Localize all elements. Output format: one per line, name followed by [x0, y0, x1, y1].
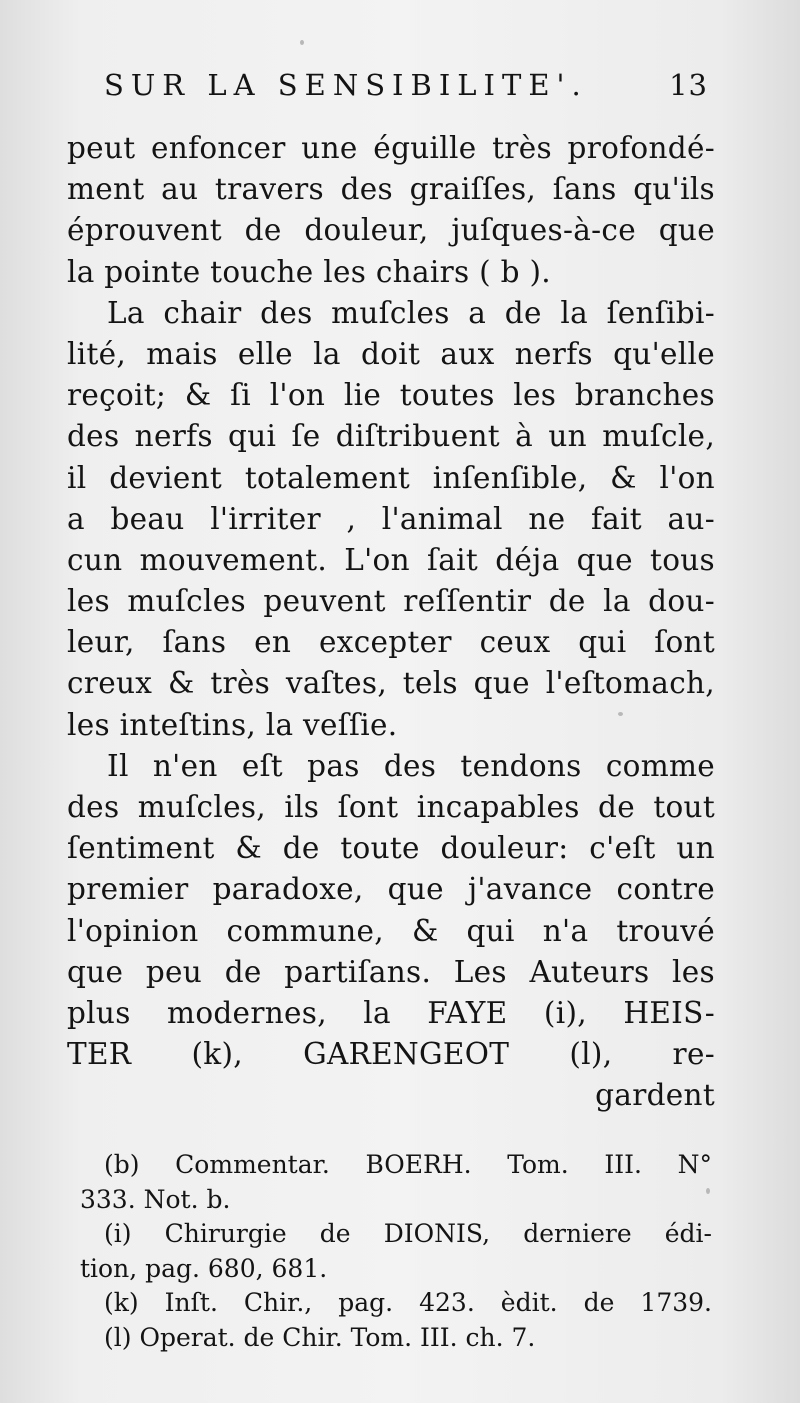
text-line: des nerfs qui ſe diſtribuent à un muſcle, [67, 419, 715, 454]
footnote-line: (k) Inſt. Chir., pag. 423. èdit. de 1739. [104, 1288, 712, 1317]
text-line: la pointe touche les chairs ( b ). [67, 254, 551, 289]
paper-speck [300, 40, 304, 45]
text-line: ment au travers des graiſſes, ſans qu'ils [67, 172, 715, 207]
text-line: creux & très vaſtes, tels que l'eſtomach, [67, 666, 715, 701]
text-line: des muſcles, ils ſont incapables de tout [67, 790, 715, 824]
text-line: éprouvent de douleur, juſques-à-ce que [67, 213, 715, 248]
footnote-line: 333. Not. b. [80, 1184, 231, 1214]
text-line: ſentiment & de toute douleur: c'eſt un [67, 831, 715, 866]
footnote-line: (b) Commentar. BOERH. Tom. III. N° [104, 1150, 712, 1179]
text-line: leur, ſans en excepter ceux qui ſont [67, 625, 715, 660]
catchword: gardent [595, 1078, 715, 1113]
text-line: l'opinion commune, & qui n'a trouvé [67, 913, 715, 948]
footnote-line: (l) Operat. de Chir. Tom. III. ch. 7. [104, 1322, 536, 1352]
text-line: peut enfoncer une éguille très profondé- [67, 131, 715, 165]
paper-speck [706, 1188, 710, 1194]
text-line: il devient totalement inſenſible, & l'on [67, 460, 715, 495]
paper-speck [618, 712, 623, 716]
footnote-line: tion, pag. 680, 681. [80, 1253, 328, 1283]
text-line: reçoit; & ſi l'on lie toutes les branches [67, 378, 715, 413]
page-number: 13 [669, 68, 708, 102]
text-line: lité, mais elle la doit aux nerfs qu'elle [67, 336, 715, 371]
text-line: a beau l'irriter , l'animal ne fait au- [67, 501, 715, 536]
text-line: plus modernes, la FAYE (i), HEIS- [67, 995, 715, 1030]
footnote-line: (i) Chirurgie de DIONIS, derniere édi- [104, 1219, 712, 1248]
text-line: TER (k), GARENGEOT (l), re- [67, 1037, 715, 1072]
text-line: que peu de partiſans. Les Auteurs les [67, 954, 715, 989]
footnotes [80, 1148, 712, 1355]
paragraph-first-line: La chair des muſcles a de la ſenſibi- [107, 295, 715, 330]
text-line: cun mouvement. L'on ſait déja que tous [67, 542, 715, 577]
text-line: les muſcles peuvent reſſentir de la dou- [67, 584, 715, 619]
running-title: SUR LA SENSIBILITE'. [104, 68, 588, 102]
text-line: les inteſtins, la veſſie. [67, 707, 398, 742]
text-line: premier paradoxe, que j'avance contre [67, 872, 715, 907]
body-text [67, 128, 715, 1117]
paragraph-first-line: Il n'en eſt pas des tendons comme [107, 748, 715, 783]
page-header [104, 68, 708, 108]
